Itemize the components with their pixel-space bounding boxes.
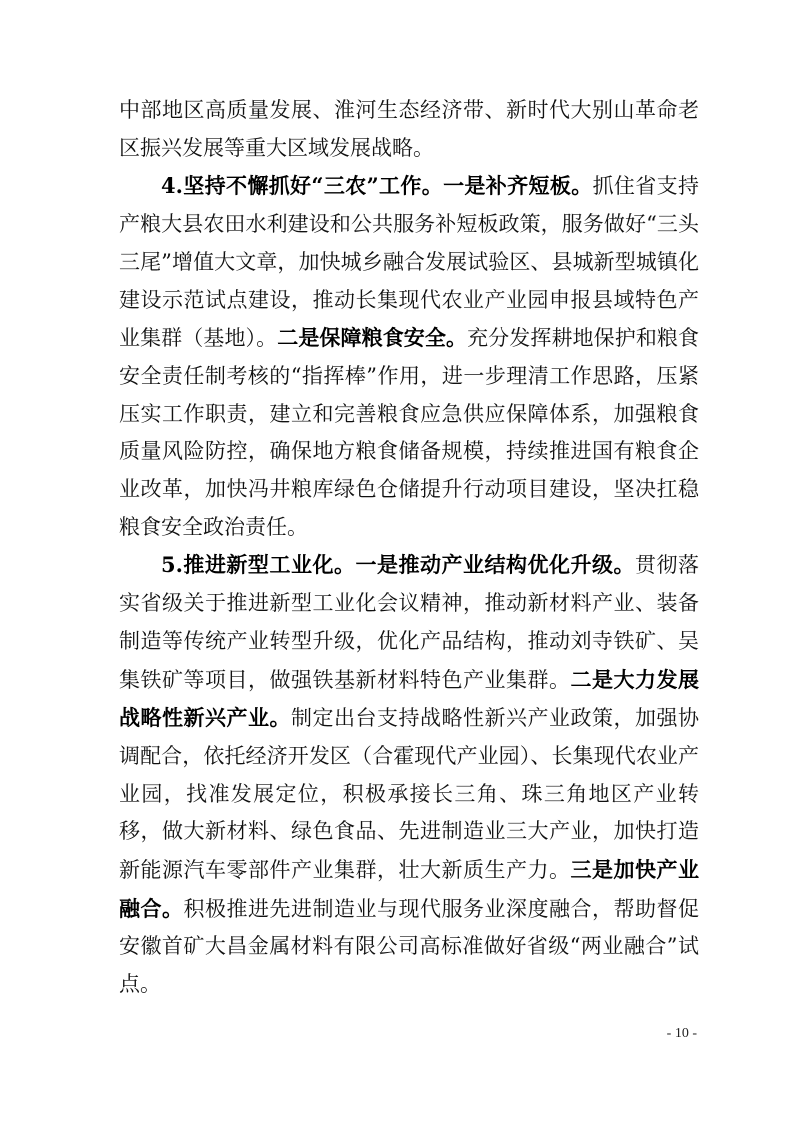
paragraph-text: 贯彻落实省级关于推进新型工业化会议精神，推动新材料产业、装备制造等传统产业转型升级，优化产品结构，推动刘寺铁矿、吴集铁矿等项目，做强铁基新材料特色产业集群。	[119, 553, 700, 692]
subsection-heading: 二是保障粮食安全。	[277, 325, 468, 351]
paragraph-text: 充分发挥耕地保护和粮食安全责任制考核的“指挥棒”作用，进一步理清工作思路，压紧压实工作职责，建立和完善粮食应急供应保障体系，加强粮食质量风险防控，确保地方粮食储备规模，持续推进国有粮食企业改革，加快冯井粮库绿色仓储提升行动项目建设，坚决扛稳粮食安全政治责任。	[119, 326, 700, 539]
section-heading: 5.推进新型工业化。一是推动产业结构优化升级。	[161, 552, 635, 578]
document-body	[119, 92, 699, 1004]
paragraph-text: 中部地区高质量发展、淮河生态经济带、新时代大别山革命老区振兴发展等重大区域发展战略。	[119, 98, 699, 160]
subsection-heading: 二是大力发展战略性新兴产业。	[119, 666, 699, 731]
section-heading: 4.坚持不懈抓好“三农”工作。一是补齐短板。	[161, 173, 593, 199]
subsection-heading: 三是加快产业融合。	[119, 857, 699, 921]
paragraph-1	[119, 92, 699, 167]
paragraph-text: 抓住省支持产粮大县农田水利建设和公共服务补短板政策，服务做好“三头三尾”增值大文章，加快城乡融合发展试验区、县城新型城镇化建设示范试点建设，推动长集现代农业产业园申报县域特色产业集群（基地）。	[119, 174, 699, 351]
paragraph-text: 制定出台支持战略性新兴产业政策，加强协调配合，依托经济开发区（合霍现代产业园）、长集现代农业产业园，找准发展定位，积极承接长三角、珠三角地区产业转移，做大新材料、绿色食品、先进制造业三大产业，加快打造新能源汽车零部件产业集群，壮大新质生产力。	[119, 706, 699, 883]
page-number: - 10 -	[666, 1026, 697, 1041]
paragraph-3	[119, 546, 699, 1003]
paragraph-2	[119, 167, 699, 546]
paragraph-text: 积极推进先进制造业与现代服务业深度融合，帮助督促安徽首矿大昌金属材料有限公司高标准做好省级“两业融合”试点。	[119, 896, 699, 997]
